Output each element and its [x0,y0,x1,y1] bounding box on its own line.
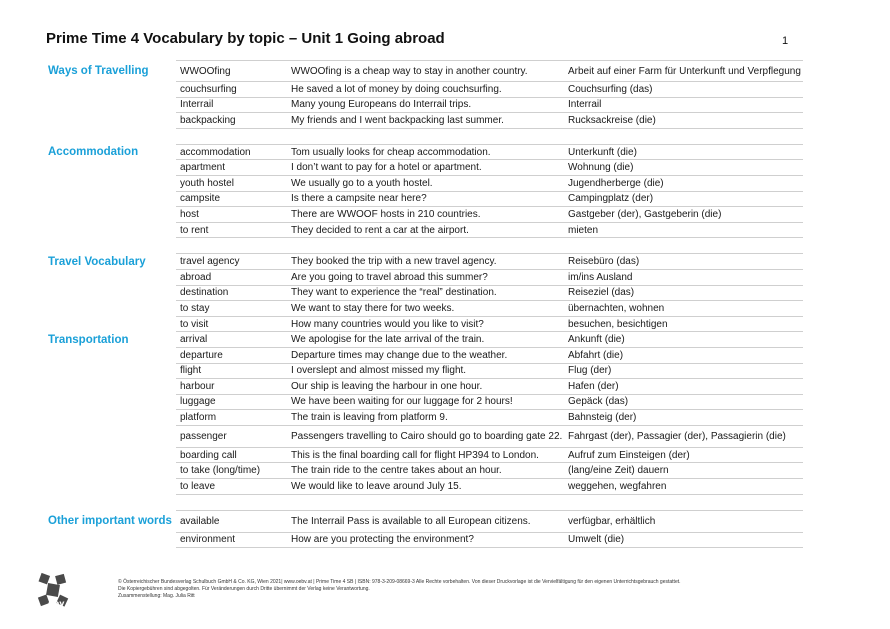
german-translation: weggehen, wegfahren [566,479,803,495]
example-sentence: Are you going to travel abroad this summer? [289,270,566,286]
footer-credit: Zusammenstellung: Mag. Julia Ritt [118,593,195,599]
vocabulary-table [46,60,803,548]
example-sentence: We apologise for the late arrival of the train. [289,332,566,348]
vocab-row [46,448,803,464]
german-translation: Interrail [566,98,803,114]
page-number: 1 [782,35,789,47]
vocab-word: Interrail [176,98,289,114]
german-translation: im/ins Ausland [566,270,803,286]
vocab-row [46,426,803,448]
vocab-word: destination [176,286,289,302]
footer [118,579,681,600]
vocab-row [46,317,803,333]
vocab-row [46,301,803,317]
example-sentence: We want to stay there for two weeks. [289,301,566,317]
german-translation: Bahnsteig (der) [566,410,803,426]
example-sentence: We have been waiting for our luggage for 2 hours! [289,395,566,411]
vocab-row [46,270,803,286]
footer-copyright: © Österreichischer Bundesverlag Schulbuch GmbH & Co. KG, Wien 2021| www.oebv.at | Prime Time 4 SB | ISBN: 978-3-209-08669-3 Alle Rechte vorbehalten. Von dieser Druckvorlage ist die Vervielfältigung für den eigenen Unterrichtsgebrauch gestattet. [118,579,681,585]
example-sentence: We usually go to a youth hostel. [289,176,566,192]
vocab-word: departure [176,348,289,364]
vocab-word: youth hostel [176,176,289,192]
vocab-word: flight [176,364,289,380]
example-sentence: This is the final boarding call for flight HP394 to London. [289,448,566,464]
vocab-row [46,379,803,395]
example-sentence: He saved a lot of money by doing couchsurfing. [289,82,566,98]
vocab-word [176,495,289,511]
example-sentence: They booked the trip with a new travel agency. [289,254,566,270]
vocab-row [46,286,803,302]
example-sentence: The train ride to the centre takes about an hour. [289,463,566,479]
vocab-row [46,82,803,98]
vocab-row [46,160,803,176]
vocab-row [46,533,803,549]
vocab-row [46,463,803,479]
spacer-row [46,238,803,254]
german-translation: Fahrgast (der), Passagier (der), Passagierin (die) [566,426,803,448]
german-translation [566,238,803,254]
german-translation: Flug (der) [566,364,803,380]
vocab-word: arrival [176,332,289,348]
vocab-row [46,207,803,223]
vocab-row [46,98,803,114]
vocab-word: campsite [176,192,289,208]
german-translation: Couchsurfing (das) [566,82,803,98]
page-title: Prime Time 4 Vocabulary by topic – Unit 1 Going abroad [46,30,445,47]
german-translation: Umwelt (die) [566,533,803,549]
example-sentence: Is there a campsite near here? [289,192,566,208]
vocab-word: to rent [176,223,289,239]
vocab-row [46,395,803,411]
vocab-row [46,410,803,426]
example-sentence [289,495,566,511]
vocab-word: to take (long/time) [176,463,289,479]
vocab-word: platform [176,410,289,426]
section-heading: Transportation [48,333,129,346]
vocab-word [176,238,289,254]
spacer-row [46,129,803,145]
vocab-row [46,145,803,161]
vocab-word: harbour [176,379,289,395]
example-sentence: There are WWOOF hosts in 210 countries. [289,207,566,223]
example-sentence: Many young Europeans do Interrail trips. [289,98,566,114]
german-translation: Unterkunft (die) [566,145,803,161]
footer-disclaimer: Die Kopiergebühren sind abgegolten. Für Veränderungen durch Dritte übernimmt der Verlag keine Verantwortung. [118,586,370,592]
german-translation: Campingplatz (der) [566,192,803,208]
section-heading: Ways of Travelling [48,64,149,77]
vocab-word: to visit [176,317,289,333]
vocab-row [46,192,803,208]
example-sentence: How many countries would you like to visit? [289,317,566,333]
vocab-word: to leave [176,479,289,495]
vocab-word: accommodation [176,145,289,161]
german-translation [566,129,803,145]
section-heading: Travel Vocabulary [48,255,146,268]
vocab-word: abroad [176,270,289,286]
vocab-word: WWOOfing [176,60,289,82]
section-heading: Other important words [48,515,172,528]
german-translation: Gepäck (das) [566,395,803,411]
spacer-row [46,495,803,511]
german-translation: Rucksackreise (die) [566,113,803,129]
german-translation: Aufruf zum Einsteigen (der) [566,448,803,464]
vocab-row [46,511,803,533]
vocab-word: apartment [176,160,289,176]
german-translation [566,495,803,511]
example-sentence: Tom usually looks for cheap accommodation. [289,145,566,161]
vocab-row [46,113,803,129]
german-translation: verfügbar, erhältlich [566,511,803,533]
example-sentence: My friends and I went backpacking last summer. [289,113,566,129]
example-sentence: The Interrail Pass is available to all European citizens. [289,511,566,533]
vocab-word: backpacking [176,113,289,129]
german-translation: (lang/eine Zeit) dauern [566,463,803,479]
german-translation: Reiseziel (das) [566,286,803,302]
example-sentence: We would like to leave around July 15. [289,479,566,495]
german-translation: Gastgeber (der), Gastgeberin (die) [566,207,803,223]
german-translation: übernachten, wohnen [566,301,803,317]
german-translation: Ankunft (die) [566,332,803,348]
section-heading: Accommodation [48,146,139,159]
example-sentence: Passengers travelling to Cairo should go to boarding gate 22. [289,426,566,448]
example-sentence: Departure times may change due to the weather. [289,348,566,364]
vocab-word: available [176,511,289,533]
example-sentence: I don’t want to pay for a hotel or apartment. [289,160,566,176]
oebv-logo [36,572,72,608]
example-sentence: WWOOfing is a cheap way to stay in another country. [289,60,566,82]
vocab-word: luggage [176,395,289,411]
german-translation: Jugendherberge (die) [566,176,803,192]
vocab-word: couchsurfing [176,82,289,98]
german-translation: Wohnung (die) [566,160,803,176]
vocab-row [46,332,803,348]
example-sentence [289,129,566,145]
vocab-word: travel agency [176,254,289,270]
vocab-word [176,129,289,145]
example-sentence: The train is leaving from platform 9. [289,410,566,426]
vocab-row [46,364,803,380]
vocab-row [46,60,803,82]
example-sentence [289,238,566,254]
vocab-word: passenger [176,426,289,448]
vocab-word: boarding call [176,448,289,464]
example-sentence: How are you protecting the environment? [289,533,566,549]
logo-text: öbv [48,599,65,608]
example-sentence: They want to experience the “real” destination. [289,286,566,302]
example-sentence: Our ship is leaving the harbour in one hour. [289,379,566,395]
german-translation: besuchen, besichtigen [566,317,803,333]
example-sentence: They decided to rent a car at the airport. [289,223,566,239]
german-translation: Abfahrt (die) [566,348,803,364]
vocab-row [46,176,803,192]
vocab-word: host [176,207,289,223]
german-translation: Hafen (der) [566,379,803,395]
vocab-row [46,479,803,495]
german-translation: Arbeit auf einer Farm für Unterkunft und Verpflegung [566,60,803,82]
example-sentence: I overslept and almost missed my flight. [289,364,566,380]
german-translation: mieten [566,223,803,239]
vocab-word: to stay [176,301,289,317]
vocab-row [46,254,803,270]
vocab-row [46,348,803,364]
vocab-word: environment [176,533,289,549]
german-translation: Reisebüro (das) [566,254,803,270]
vocab-row [46,223,803,239]
